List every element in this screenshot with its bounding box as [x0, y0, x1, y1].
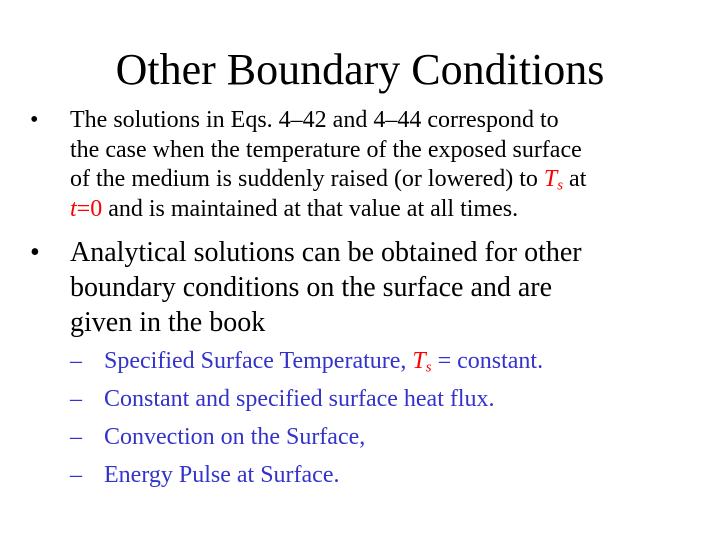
bullet-1-line-4-text: and is maintained at that value at all times.: [102, 195, 519, 222]
sub-item-dash: –: [70, 462, 82, 488]
sub-bullet-list: [70, 342, 543, 494]
bullet-1-line-3-end: at: [563, 166, 587, 192]
bullet-2-line-1: Analytical solutions can be obtained for other: [70, 237, 582, 268]
sub-item-dash: –: [70, 424, 82, 450]
bullet-1-line-4: [70, 195, 586, 225]
bullet-1-line-3-text: of the medium is suddenly raised (or lowered) to: [70, 166, 544, 192]
sub-item-1-text: [104, 342, 543, 380]
bullet-1-line-2: the case when the temperature of the exposed surface: [70, 136, 582, 163]
time-equals-zero: =0: [76, 195, 103, 222]
sub-item-dash: –: [70, 348, 82, 374]
sub-item-2: [70, 380, 543, 418]
sub-item-3-text: Convection on the Surface,: [104, 424, 366, 450]
surface-temperature-subscript: s: [557, 177, 564, 194]
surface-temperature-subscript: s: [425, 359, 432, 376]
surface-temperature-symbol: T: [412, 348, 426, 374]
sub-item-1-post: = constant.: [431, 348, 544, 374]
sub-item-dash: –: [70, 386, 82, 412]
sub-item-3: [70, 418, 543, 456]
surface-temperature-symbol: T: [543, 166, 558, 192]
time-symbol: t: [70, 195, 77, 222]
bullet-marker: •: [30, 237, 40, 268]
bullet-2-line-2: boundary conditions on the surface and are: [70, 272, 553, 303]
sub-item-1-pre: Specified Surface Temperature,: [104, 348, 413, 374]
bullet-1-text: [70, 106, 586, 224]
bullet-1-line-3: [70, 165, 586, 195]
bullet-2-line-3: given in the book: [70, 307, 266, 338]
bullet-1: [30, 106, 586, 224]
slide-title: Other Boundary Conditions: [115, 45, 605, 94]
sub-item-4: [70, 456, 543, 494]
sub-item-2-text: Constant and specified surface heat flux.: [104, 386, 495, 412]
bullet-1-line-1: The solutions in Eqs. 4–42 and 4–44 correspond to: [70, 107, 559, 133]
sub-item-4-text: Energy Pulse at Surface.: [104, 462, 340, 488]
bullet-2-text: [70, 235, 582, 340]
sub-item-1: [70, 342, 543, 380]
bullet-2: [30, 235, 582, 340]
bullet-marker: •: [30, 107, 39, 133]
